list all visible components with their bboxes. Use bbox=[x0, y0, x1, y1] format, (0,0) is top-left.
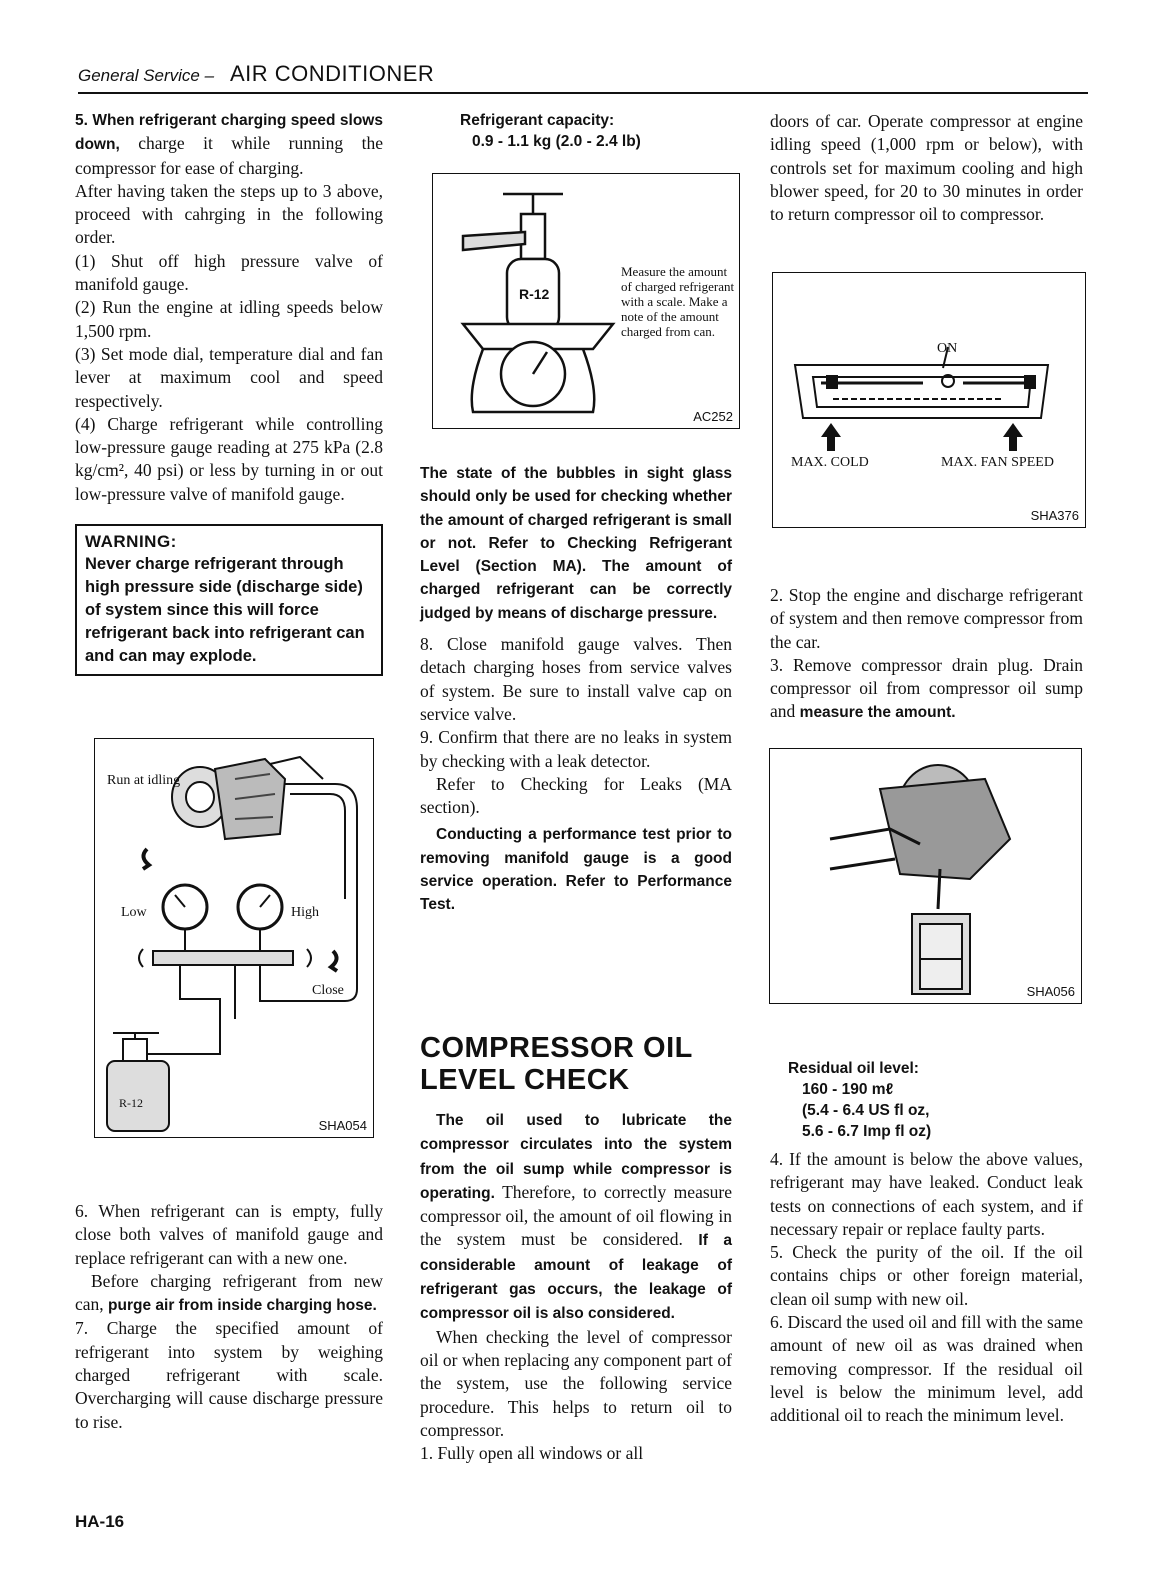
refrigerant-capacity bbox=[420, 110, 732, 152]
figure-code: SHA056 bbox=[1026, 984, 1075, 999]
step-5: 5. Check the purity of the oil. If the oil contains chips or other foreign material, clean oil sump with new oil. bbox=[770, 1242, 1083, 1309]
figure-control-panel bbox=[772, 272, 1086, 528]
fig-label-max-fan: MAX. FAN SPEED bbox=[941, 455, 1054, 470]
step-7: 7. Charge the specified amount of refrigerant into system by weighing charged refrigerant with scale. Overcharging will cause discharge pressure to rise. bbox=[75, 1318, 383, 1432]
column-1 bbox=[75, 108, 383, 676]
step-6: 6. Discard the used oil and fill with the same amount of new oil as was drained when removing compressor. If the residual oil level is below the minimum level, add additional oil to reach the minimum level. bbox=[770, 1312, 1083, 1426]
when-checking: When checking the level of compressor oil or when replacing any component part of the system, use the following service procedure. This helps to return oil to compressor. bbox=[420, 1326, 732, 1440]
step-9: 9. Confirm that there are no leaks in system by checking with a leak detector. bbox=[420, 727, 732, 771]
sub-step-4: (4) Charge refrigerant while controlling low-pressure gauge reading at 275 kPa (2.8 kg/cm², 40 psi) or less by turning in or out low-pressure valve of manifold gauge. bbox=[75, 413, 383, 504]
step-1: 1. Fully open all windows or all bbox=[420, 1443, 644, 1464]
step-6: 6. When refrigerant can is empty, fully close both valves of manifold gauge and replace refrigerant can with a new one. bbox=[75, 1201, 383, 1268]
capacity-value: 0.9 - 1.1 kg (2.0 - 2.4 lb) bbox=[472, 133, 641, 150]
page-number: HA-16 bbox=[75, 1512, 125, 1531]
oil-drain-illustration bbox=[770, 749, 1081, 1003]
step-3: 3. Remove compressor drain plug. Drain compressor oil from compressor oil sump and measure the amount. bbox=[770, 654, 1083, 722]
column-3-lower bbox=[770, 1058, 1083, 1428]
figure-scale bbox=[432, 173, 740, 429]
column-2-lower bbox=[420, 1032, 732, 1465]
bubbles-note: The state of the bubbles in sight glass should only be used for checking whether the amount of charged refrigerant is small or not. Refer to Checking Refrigerant Level (Section MA). The amount of charged refrigerant can be correctly judged by means of discharge pressure. bbox=[420, 465, 732, 622]
doors-continued: doors of car. Operate compressor at engine idling speed (1,000 rpm or below), with controls set for maximum cooling and high blower speed, for 20 to 30 minutes in order to return compressor oil to compressor. bbox=[770, 111, 1083, 225]
residual-value-1: 160 - 190 mℓ bbox=[802, 1081, 894, 1098]
column-2-mid bbox=[420, 462, 732, 917]
residual-label: Residual oil level: bbox=[788, 1060, 919, 1077]
figure-manifold-gauge bbox=[94, 738, 374, 1138]
warning-title: WARNING: bbox=[85, 532, 177, 552]
after-steps: After having taken the steps up to 3 above, proceed with cahrging in the following order. bbox=[75, 180, 383, 248]
column-2-top bbox=[420, 110, 732, 152]
figure-code: AC252 bbox=[693, 409, 733, 424]
figure-code: SHA054 bbox=[318, 1118, 367, 1133]
column-3-top bbox=[770, 110, 1083, 226]
residual-value-3: 5.6 - 6.7 Imp fl oz) bbox=[802, 1123, 932, 1140]
residual-oil-level bbox=[770, 1058, 1083, 1142]
residual-value-2: (5.4 - 6.4 US fl oz, bbox=[802, 1102, 930, 1119]
control-panel-illustration bbox=[773, 273, 1085, 527]
fig-label-low: Low bbox=[121, 905, 147, 920]
header-section: General Service – bbox=[78, 66, 215, 85]
figure-oil-drain bbox=[769, 748, 1082, 1004]
oil-intro: The oil used to lubricate the compressor circulates into the system from the oil sump while compressor is operating. Therefore, to correctly measure compressor oil, the amount of oil flowing in the system must be considered. If a considerable amount of leakage of refrigerant gas occurs, the leakage of compressor oil is also considered. bbox=[420, 1112, 732, 1323]
step-8: 8. Close manifold gauge valves. Then detach charging hoses from service valves of system. Be sure to install valve cap on service valve. bbox=[420, 634, 732, 724]
fig-label-close: Close bbox=[312, 983, 344, 998]
figure-code: SHA376 bbox=[1030, 508, 1079, 523]
section-heading: COMPRESSOR OIL LEVEL CHECK bbox=[420, 1032, 693, 1096]
step-4: 4. If the amount is below the above values, refrigerant may have leaked. Conduct leak tests on connections of each system, and if necessary repair or replace faulty parts. bbox=[770, 1149, 1083, 1239]
warning-text: Never charge refrigerant through high pressure side (discharge side) of system since this will force refrigerant back into refrigerant can and can may explode. bbox=[85, 555, 365, 666]
step-5: 5. When refrigerant charging speed slows down, charge it while running the compressor for ease of charging. bbox=[75, 112, 383, 178]
sub-step-2: (2) Run the engine at idling speeds below 1,500 rpm. bbox=[75, 297, 383, 341]
fig-label-on: ON bbox=[937, 341, 958, 356]
fig-can-label: R-12 bbox=[519, 286, 550, 302]
column-3-mid bbox=[770, 584, 1083, 725]
performance-note: Conducting a performance test prior to removing manifold gauge is a good service operation. Refer to Performance Test. bbox=[420, 826, 732, 914]
column-1-lower bbox=[75, 1200, 383, 1434]
sub-step-1: (1) Shut off high pressure valve of manifold gauge. bbox=[75, 250, 383, 295]
scale-caption: Measure the amount of charged refrigerant with a scale. Make a note of the amount charged from can. bbox=[621, 264, 735, 339]
page-header bbox=[78, 52, 1088, 94]
fig-label-high: High bbox=[291, 905, 319, 920]
fig-label-run: Run at idling bbox=[107, 773, 181, 788]
manifold-gauge-illustration bbox=[95, 739, 373, 1137]
capacity-label: Refrigerant capacity: bbox=[460, 112, 615, 129]
warning-box bbox=[75, 524, 383, 676]
fig-label-max-cold: MAX. COLD bbox=[791, 455, 869, 470]
fig-label-can: R-12 bbox=[119, 1096, 143, 1110]
step-2: 2. Stop the engine and discharge refrigerant of system and then remove compressor from the car. bbox=[770, 585, 1083, 652]
before-charging: Before charging refrigerant from new can, purge air from inside charging hose. bbox=[75, 1270, 383, 1315]
header-title: AIR CONDITIONER bbox=[230, 61, 435, 86]
sub-step-3: (3) Set mode dial, temperature dial and fan lever at maximum cool and speed respectively. bbox=[75, 343, 383, 411]
refer-leaks: Refer to Checking for Leaks (MA section). bbox=[420, 773, 732, 818]
